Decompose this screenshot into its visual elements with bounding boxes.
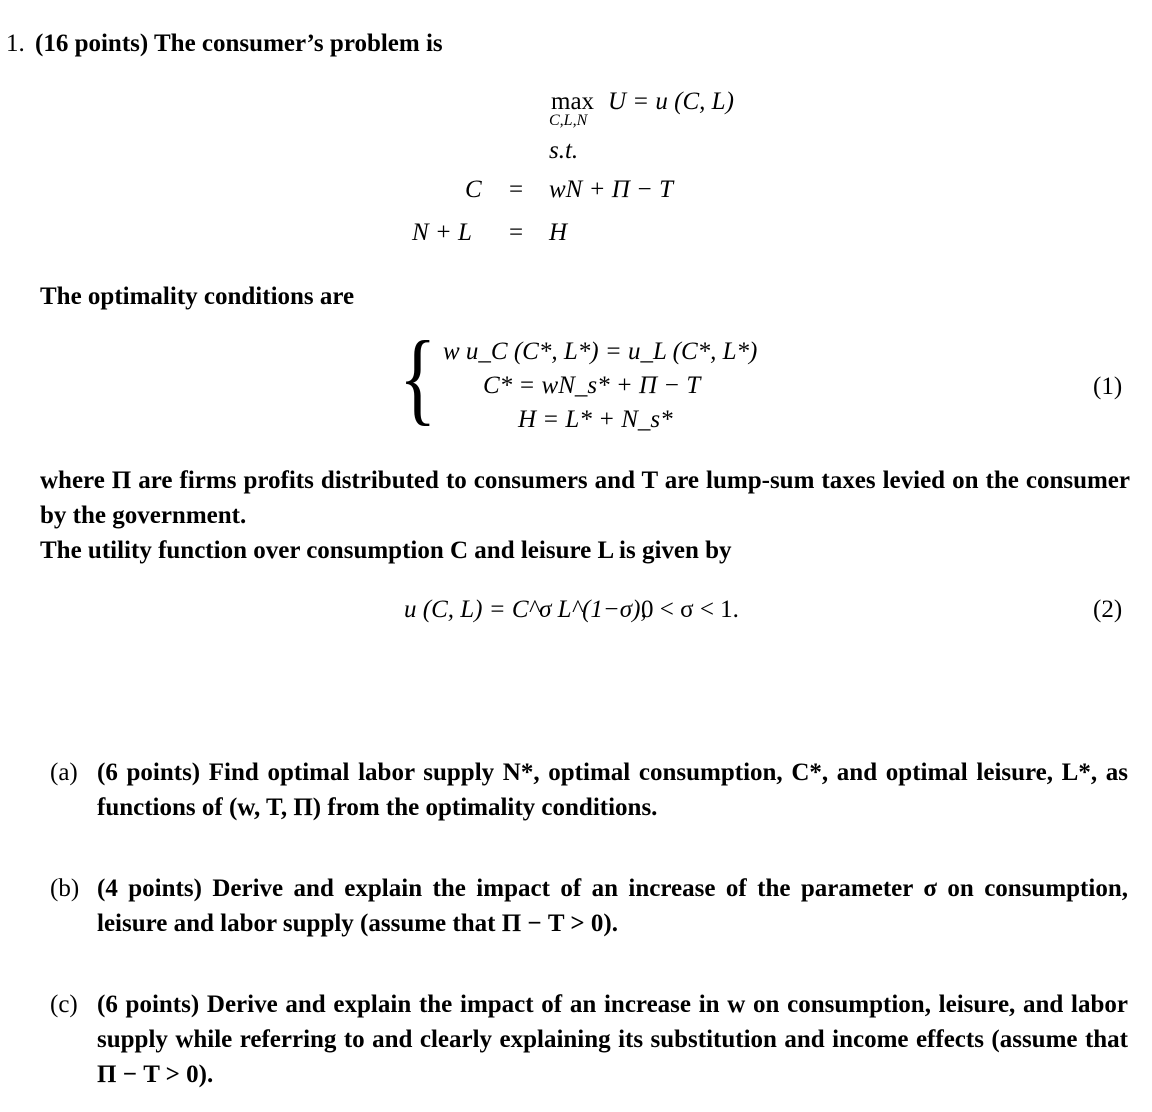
- constraint1-eq: =: [509, 176, 524, 203]
- problem-number: 1.: [6, 30, 25, 57]
- objective-function: U = u (C, L): [608, 88, 734, 115]
- subject-to: s.t.: [549, 137, 579, 164]
- part-a: [50, 755, 1128, 825]
- part-a-label: (a): [50, 759, 78, 786]
- part-c-label: (c): [50, 991, 78, 1018]
- utility-condition: 0 < σ < 1.: [641, 596, 739, 623]
- constraint1-rhs: wN + Π − T: [549, 176, 674, 203]
- system-line-2: C* = wN_s* + Π − T: [483, 372, 701, 399]
- part-a-text: (6 points) Find optimal labor supply N*, optimal consumption, C*, and optimal leisure, L*, as functions of (w, T, Π) from the optimality conditions.: [97, 759, 1128, 821]
- constraint2-lhs: N + L: [412, 219, 472, 246]
- paragraph-utility: The utility function over consumption C and leisure L is given by: [40, 537, 732, 564]
- part-b: [50, 871, 1128, 941]
- system-line-1: w u_C (C*, L*) = u_L (C*, L*): [443, 338, 758, 365]
- constraint2-rhs: H: [549, 219, 568, 246]
- constraint1-lhs: C: [465, 176, 482, 203]
- part-c-text: (6 points) Derive and explain the impact of an increase in w on consumption, leisure, and labor supply while referring to and clearly explaining its substitution and income effects (assume that Π − T > 0).: [97, 991, 1128, 1088]
- equation-number-2: (2): [1093, 596, 1123, 623]
- problem-heading: [6, 26, 443, 61]
- paragraph-where: where Π are firms profits distributed to consumers and T are lump-sum taxes levied on the consumer by the government.: [40, 467, 1130, 529]
- part-b-label: (b): [50, 875, 80, 902]
- part-b-text: (4 points) Derive and explain the impact of an increase of the parameter σ on consumption, leisure and labor supply (assume that Π − T > 0).: [97, 875, 1128, 937]
- equation-number-1: (1): [1093, 373, 1123, 400]
- part-c: [50, 987, 1128, 1092]
- constraint2-eq: =: [509, 219, 524, 246]
- left-brace: {: [399, 320, 437, 435]
- utility-formula: u (C, L) = C^σ L^(1−σ),: [404, 596, 647, 623]
- system-line-3: H = L* + N_s*: [518, 406, 673, 433]
- max-operator: max: [551, 88, 595, 115]
- optimality-heading: The optimality conditions are: [40, 283, 355, 310]
- problem-title: (16 points) The consumer’s problem is: [35, 30, 443, 57]
- max-subscript: C,L,N: [549, 112, 588, 129]
